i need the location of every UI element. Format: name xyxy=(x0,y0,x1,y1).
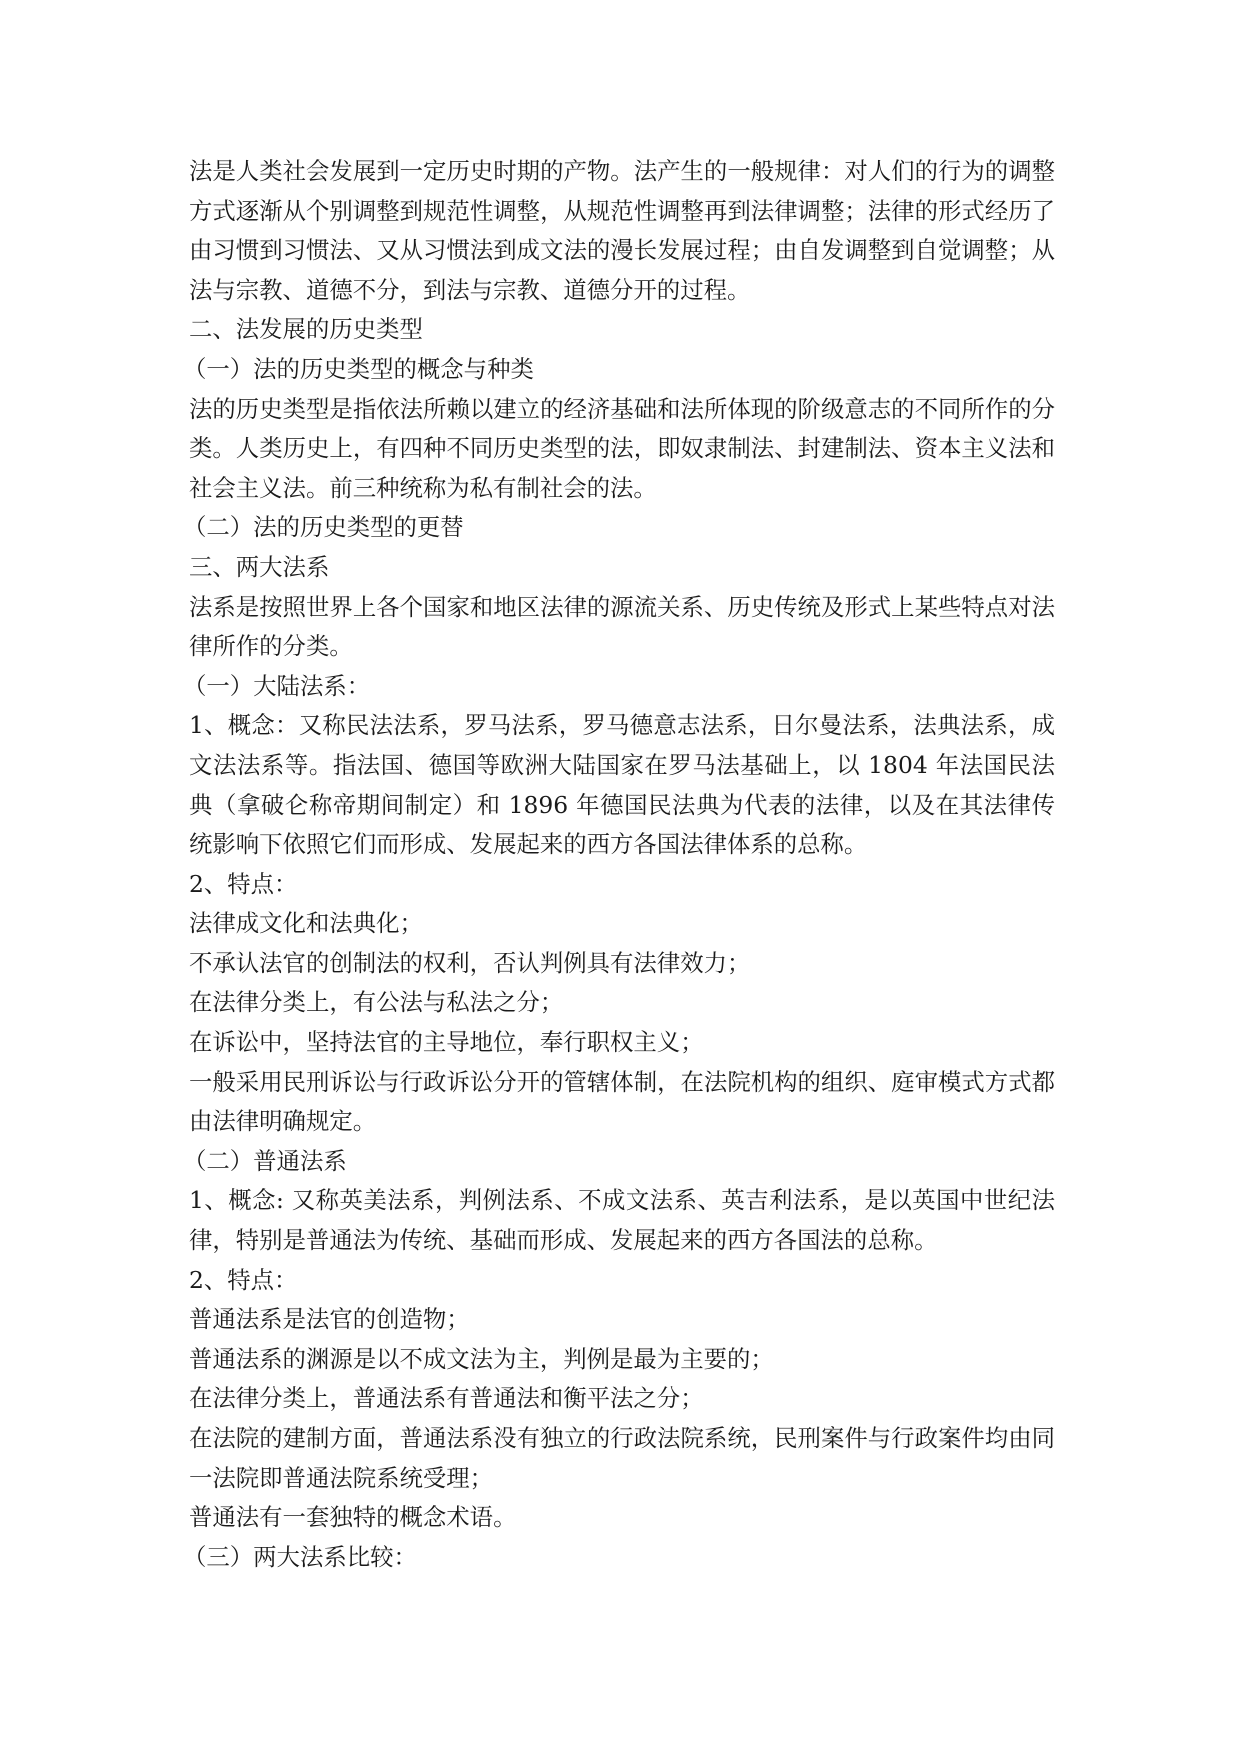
list-item-civil-law-feature: 在诉讼中，坚持法官的主导地位，奉行职权主义； xyxy=(189,1028,704,1057)
document-body xyxy=(183,152,1055,1577)
subsection-heading-common-law: （二）普通法系 xyxy=(183,1146,347,1175)
section-heading-historical-types: 二、法发展的历史类型 xyxy=(189,315,423,344)
list-item-common-law-feature: 在法律分类上，普通法系有普通法和衡平法之分； xyxy=(189,1384,704,1413)
paragraph-civil-law-concept: 1、概念：又称民法法系，罗马法系，罗马德意志法系，日尔曼法系，法典法系，成文法法系等。指法国、德国等欧洲大陆国家在罗马法基础上，以 1804 年法国民法典（拿破仑称帝期间制定）和 1896 年德国民法典为代表的法律，以及在其法律传统影响下依照它们而形成、发展起来的西方各国法律体系的总称。 xyxy=(189,711,1055,859)
paragraph-origin-of-law: 法是人类社会发展到一定历史时期的产物。法产生的一般规律：对人们的行为的调整方式逐渐从个别调整到规范性调整，从规范性调整再到法律调整；法律的形式经历了由习惯到习惯法、又从习惯法到成文法的漫长发展过程；由自发调整到自觉调整；从法与宗教、道德不分，到法与宗教、道德分开的过程。 xyxy=(189,157,1055,304)
list-item-civil-law-feature: 在法律分类上，有公法与私法之分； xyxy=(189,988,564,1017)
subsection-heading-succession: （二）法的历史类型的更替 xyxy=(183,513,464,542)
paragraph-common-law-features-label: 2、特点： xyxy=(189,1265,298,1294)
paragraph-civil-law-features-label: 2、特点： xyxy=(189,869,298,898)
subsection-heading-concept-and-kinds: （一）法的历史类型的概念与种类 xyxy=(183,354,534,383)
section-heading-two-legal-systems: 三、两大法系 xyxy=(189,552,330,581)
list-item-common-law-feature: 普通法有一套独特的概念术语。 xyxy=(189,1503,517,1532)
subsection-heading-comparison: （三）两大法系比较： xyxy=(183,1542,417,1571)
list-item-civil-law-feature: 不承认法官的创制法的权利，否认判例具有法律效力； xyxy=(189,948,751,977)
list-item-civil-law-feature: 一般采用民刑诉讼与行政诉讼分开的管辖体制，在法院机构的组织、庭审模式方式都由法律明确规定。 xyxy=(189,1067,1055,1136)
list-item-common-law-feature: 普通法系是法官的创造物； xyxy=(189,1305,470,1334)
list-item-common-law-feature: 普通法系的渊源是以不成文法为主，判例是最为主要的； xyxy=(189,1344,774,1373)
subsection-heading-civil-law: （一）大陆法系： xyxy=(183,671,371,700)
paragraph-common-law-concept: 1、概念: 又称英美法系，判例法系、不成文法系、英吉利法系，是以英国中世纪法律，特别是普通法为传统、基础而形成、发展起来的西方各国法的总称。 xyxy=(189,1186,1055,1255)
paragraph-legal-system-definition: 法系是按照世界上各个国家和地区法律的源流关系、历史传统及形式上某些特点对法律所作的分类。 xyxy=(189,592,1055,661)
list-item-civil-law-feature: 法律成文化和法典化； xyxy=(189,909,423,938)
paragraph-historical-types-definition: 法的历史类型是指依法所赖以建立的经济基础和法所体现的阶级意志的不同所作的分类。人类历史上，有四种不同历史类型的法，即奴隶制法、封建制法、资本主义法和社会主义法。前三种统称为私有制社会的法。 xyxy=(189,394,1055,502)
list-item-common-law-feature: 在法院的建制方面，普通法系没有独立的行政法院系统，民刑案件与行政案件均由同一法院即普通法院系统受理； xyxy=(189,1424,1055,1492)
